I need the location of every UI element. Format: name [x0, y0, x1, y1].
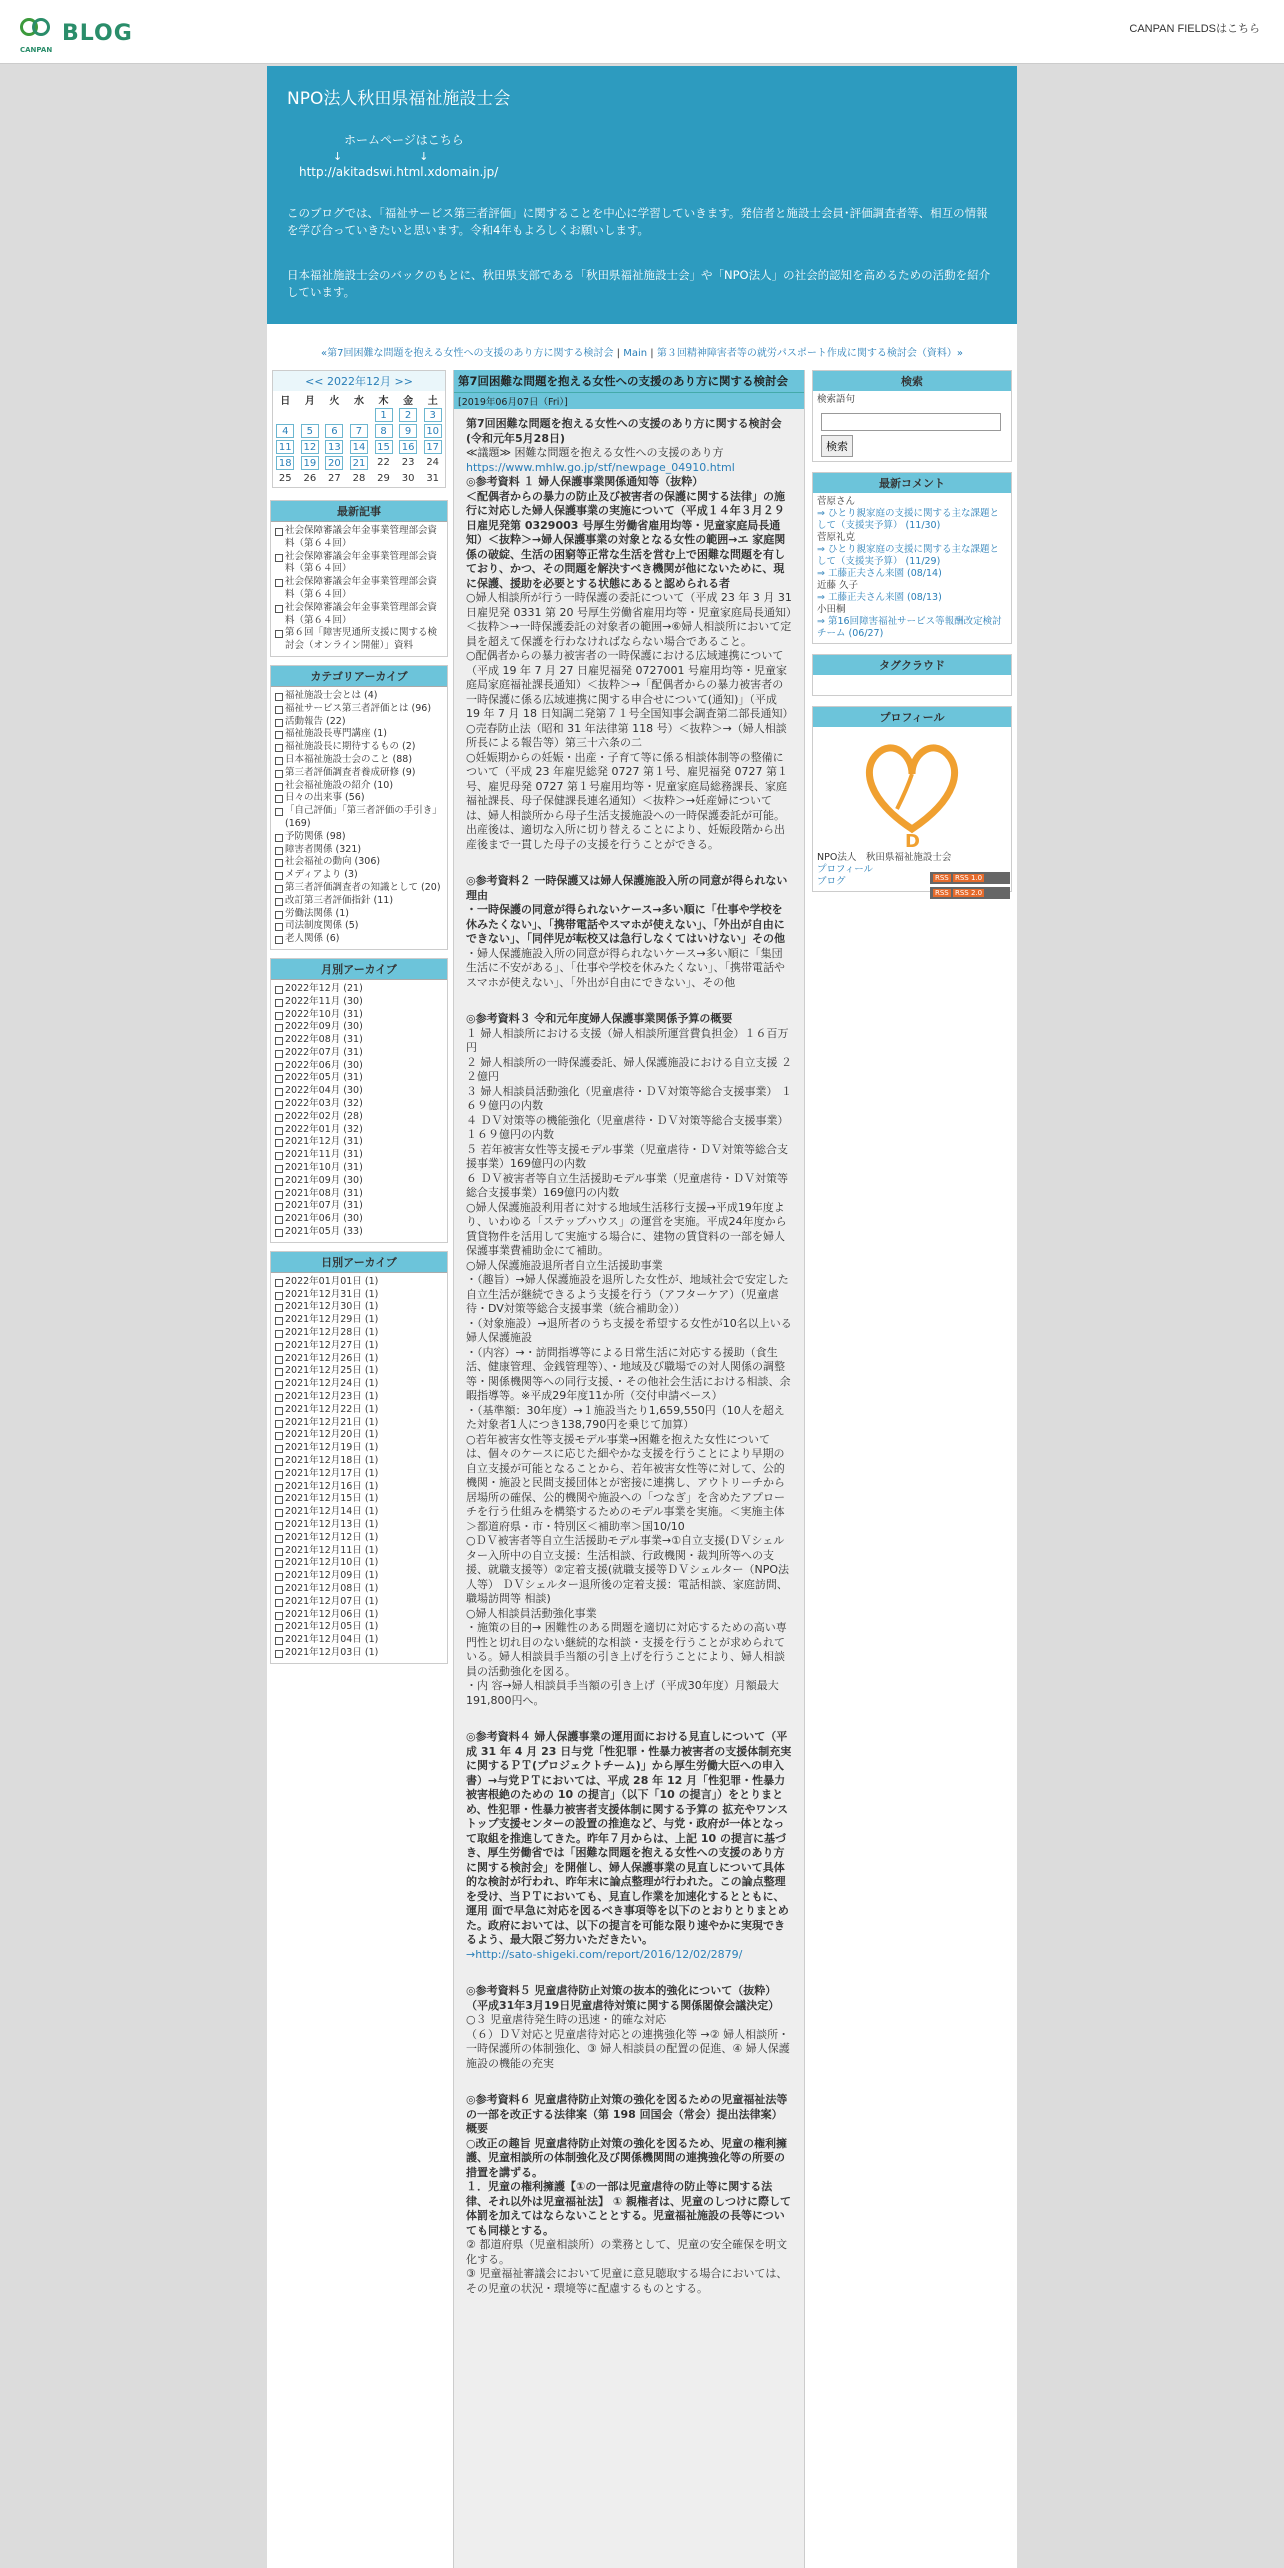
calendar-day — [298, 471, 323, 487]
weekday-label: 金 — [403, 395, 414, 407]
svg-text:D: D — [905, 831, 920, 849]
category-link[interactable]: 福祉施設長専門講座 (1) — [275, 728, 443, 741]
entry-paragraph: ○婦人保護施設退所者自立生活援助事業 — [466, 1258, 663, 1272]
search-label: 検索語句 — [817, 394, 856, 405]
calendar-day — [298, 455, 323, 471]
entry-paragraph: １．児童の権利擁護【①の一部は児童虐待の防止等に関する法律、それ以外は児童福祉法】 ① 親権者は、児童のしつけに際して体罰を加えてはならないこととする。児童福祉施設の長等についても同様とする。 — [466, 2180, 791, 2237]
month-link[interactable]: 2022年02月 (28) — [275, 1111, 443, 1124]
calendar-day — [273, 407, 298, 423]
entry-paragraph: ○ＤＶ被害者等自立生活援助モデル事業→①自立支援(ＤＶシェルター入所中の自立支援：生活相談、行政機関・裁判所等への支援、就職支援等）②定着支援(就職支援等ＤＶシェルター（NPO法人等） ＤＶシェルター退所後の定着支援：電話相談、家庭訪問、職場訪問等 相談) — [466, 1534, 790, 1605]
entry-paragraph: ○３ 児童虐待発生時の迅速・的確な対応 — [466, 2013, 667, 2026]
calendar-day-number[interactable]: 20 — [325, 456, 343, 470]
blog-header — [267, 66, 1017, 324]
category-link[interactable]: 社会福祉施設の紹介 (10) — [275, 780, 443, 793]
search-button[interactable]: 検索 — [821, 435, 853, 457]
day-link[interactable]: 2021年12月22日 (1) — [275, 1404, 443, 1417]
calendar-day — [347, 439, 372, 455]
category-link[interactable]: 第三者評価調査者の知識として (20) — [275, 882, 443, 895]
calendar-day-number: 25 — [278, 473, 292, 484]
month-link[interactable]: 2021年05月 (33) — [275, 1226, 443, 1239]
homepage-url[interactable]: http://akitadswi.html.xdomain.jp/ — [299, 165, 499, 179]
day-link[interactable]: 2021年12月10日 (1) — [275, 1557, 443, 1570]
day-link[interactable]: 2021年12月09日 (1) — [275, 1570, 443, 1583]
month-link[interactable]: 2022年08月 (31) — [275, 1034, 443, 1047]
main-entry — [453, 370, 805, 2568]
entry-paragraph: １ 婦人相談所における支援（婦人相談所運営費負担金）１６百万円 — [466, 1026, 789, 1054]
comment-list — [813, 493, 1011, 643]
entry-paragraph: ２ 婦人相談所の一時保護委託、婦人保護施設における自立支援 ２２億円 — [466, 1055, 792, 1083]
calendar-day-number[interactable]: 6 — [325, 424, 343, 438]
monthly-archive-title: 月別アーカイブ — [271, 959, 447, 980]
category-link[interactable]: 福祉サービス第三者評価とは (96) — [275, 703, 443, 716]
entry-paragraph: ◎参考資料３ 令和元年度婦人保護事業関係予算の概要 — [466, 1012, 733, 1025]
calendar-week — [273, 407, 445, 423]
comment-item[interactable]: 近藤 久子 — [817, 580, 859, 591]
entry-paragraph: ◎参考資料２ 一時保護又は婦人保護施設入所の同意が得られない理由 — [466, 874, 788, 902]
prev-entry-link[interactable]: «第7回困難な問題を抱える女性への支援のあり方に関する検討会 — [321, 348, 614, 359]
entry-paragraph: ５ 若年被害女性等支援モデル事業（児童虐待・ＤＶ対策等総合支援事業）169億円の内数 — [466, 1142, 788, 1170]
day-link[interactable]: 2021年12月17日 (1) — [275, 1468, 443, 1481]
search-title: 検索 — [813, 371, 1011, 391]
day-link[interactable]: 2021年12月24日 (1) — [275, 1378, 443, 1391]
weekday-label: 月 — [304, 395, 315, 407]
day-link[interactable]: 2021年12月29日 (1) — [275, 1314, 443, 1327]
entry-paragraph: ４ ＤＶ対策等の機能強化（児童虐待・ＤＶ対策等総合支援事業） １６９億円の内数 — [466, 1113, 789, 1141]
calendar-day — [420, 423, 445, 439]
category-link[interactable]: 「自己評価」「第三者評価の手引き」 (169) — [275, 805, 443, 831]
canpan-fields-link[interactable]: CANPAN FIELDSはこちら — [1129, 23, 1260, 35]
day-link[interactable]: 2021年12月13日 (1) — [275, 1519, 443, 1532]
entry-paragraph: ○妊娠期からの妊娠・出産・子育て等に係る相談体制等の整備について（平成 23 年雇児総発 0727 第１号、雇児福発 0727 第１号、雇児母発 0727 第１号雇用均等・児童家庭局総務課長、家庭福祉課長、母子保健課長連名通知）＜抜粋＞→妊産婦については、婦人相談所から母子生活支援施設への一時保護委託が可能。出産後は、適切な入所に切り替えることにより、妊娠段階から出産後まで一貫した母子の支援を行うことができる。 — [466, 750, 788, 851]
month-link[interactable]: 2021年06月 (30) — [275, 1213, 443, 1226]
day-link[interactable]: 2021年12月18日 (1) — [275, 1455, 443, 1468]
entry-paragraph: ≪議題≫ 困難な問題を抱える女性への支援のあり方 — [466, 446, 724, 459]
entry-paragraph: ◎参考資料４ 婦人保護事業の運用面における見直しについて（平成 31 年 4 月 23 日与党「性犯罪・性暴力被害者の支援体制充実に関するＰＴ(プロジェクトチーム)」から厚生労働大臣への申入書）→与党ＰＴにおいては、平成 28 年 12 月「性犯罪・性暴力被害根絶のための 10 の提言」（以下「10 の提言」）をとりまとめ、性犯罪・性暴力被害者支援体制に関する予算の 拡充やワンストップ支援センターの設置の推進など、与党・政府が一体となって取組を推進してきた。昨年７月からは、上記 10 の提言に基づき、厚生労働省では「困難な問題を抱える女性への支援のあり方に関する検討会」を開催し、婦人保護事業の見直しについて具体的な検討が行われ、昨年末に論点整理が行われた。この論点整理を受け、当ＰＴにおいても、見直し作業を加速化するとともに、運用 面で早急に対応を図るべき事項等を以下のとおりとりまとめた。政府においては、以下の提言を可能な限り速やかに実現できるよう、最大限ご努力いただきたい。 — [466, 1730, 792, 1946]
calendar-day-number: 26 — [303, 473, 317, 484]
calendar-day — [347, 455, 372, 471]
weekday-label: 土 — [427, 395, 438, 407]
entry-paragraph: ○婦人相談所が行う一時保護の委託について（平成 23 年 3 月 31 日雇児発 0331 第 20 号厚生労働省雇用均等・児童家庭局長通知）＜抜粋＞→一時保護委託の対象者の範囲→⑥婦人相談所において定員を超えて保護を行わなければならない場合であること。 — [466, 591, 792, 648]
calendar-day — [396, 471, 421, 487]
entry-body — [454, 409, 804, 2304]
rss2-label: RSS 2.0 — [955, 889, 983, 897]
search-box — [812, 370, 1012, 462]
nav-separator: | — [613, 348, 624, 359]
entry-paragraph: ○若年被害女性等支援モデル事業→困難を抱えた女性については、個々のケースに応じた細やかな支援を行うことにより早期の自立支援が可能となることから、若年被害女性等に対して、公的機関・施設と民間支援団体とが密接に連携し、アウトリーチから居場所の確保、公的機関や施設への「つなぎ」を含めたアプローチを行う仕組みを構築するためのモデル事業を実施。＜実施主体＞都道府県・市・特別区＜補助率＞国10/10 — [466, 1432, 785, 1533]
calendar-day-number: 28 — [352, 473, 366, 484]
calendar-day — [322, 455, 347, 471]
logo-small-text: CANPAN — [20, 46, 53, 54]
category-link[interactable]: 老人関係 (6) — [275, 933, 443, 946]
recent-entry-link[interactable]: 社会保障審議会年金事業管理部会資料（第６４回） — [275, 576, 443, 602]
month-link[interactable]: 2022年07月 (31) — [275, 1047, 443, 1060]
calendar-day — [322, 439, 347, 455]
comment-item[interactable]: 小田桐 — [817, 604, 846, 615]
profile-logo-icon — [857, 729, 967, 849]
comment-item[interactable]: ⇒ ひとり親家庭の支援に関する主な課題として（支援実予算） (11/30) — [817, 508, 999, 531]
comment-item[interactable]: ⇒ 工藤正夫さん来園 (08/13) — [817, 592, 942, 603]
canpan-blog-logo[interactable] — [20, 16, 133, 54]
entry-paragraph: ③ 児童福祉審議会において児童に意見聴取する場合においては、その児童の状況・環境等に配慮するものとする。 — [466, 2267, 788, 2295]
profile-link[interactable]: プロフィール — [817, 864, 874, 875]
recent-comments-title: 最新コメント — [813, 473, 1011, 493]
calendar-day — [273, 471, 298, 487]
recent-entry-link[interactable]: 第６回「障害児通所支援に関する検討会（オンライン開催）」資料 — [275, 627, 443, 653]
entry-paragraph: ・内 容→婦人相談員手当額の引き上げ（平成30年度）月額最大 191,800円へ。 — [466, 1679, 779, 1707]
calendar-day — [347, 407, 372, 423]
profile-title: プロフィール — [813, 707, 1011, 727]
left-sidebar — [270, 500, 448, 1672]
weekday-label: 火 — [329, 395, 340, 407]
calendar-day — [273, 423, 298, 439]
calendar-day-number: 29 — [377, 473, 390, 484]
entry-link[interactable]: https://www.mhlw.go.jp/stf/newpage_04910.html — [466, 460, 735, 474]
calendar-day — [396, 455, 421, 471]
day-link[interactable]: 2022年01月01日 (1) — [275, 1276, 443, 1289]
month-link[interactable]: 2021年08月 (31) — [275, 1188, 443, 1201]
next-entry-link[interactable]: 第３回精神障害者等の就労パスポート作成に関する検討会（資料）» — [656, 348, 963, 359]
day-link[interactable]: 2021年12月26日 (1) — [275, 1353, 443, 1366]
month-link[interactable]: 2021年12月 (31) — [275, 1136, 443, 1149]
calendar-week — [273, 423, 445, 439]
calendar-day-number[interactable]: 7 — [350, 424, 368, 438]
monthly-list — [271, 980, 447, 1242]
blog-description: このブログでは、「福祉サービス第三者評価」に関することを中心に学習していきます。発信者と施設士会員･評価調査者等、相互の情報を学び合っていきたいと思います。令和4年もよろしくお願いします。 — [287, 206, 988, 237]
calendar-day — [396, 439, 421, 455]
day-link[interactable]: 2021年12月14日 (1) — [275, 1506, 443, 1519]
calendar-day — [298, 407, 323, 423]
category-link[interactable]: 予防関係 (98) — [275, 831, 443, 844]
profile-image — [813, 727, 1011, 849]
category-link[interactable]: 日本福祉施設士会のこと (88) — [275, 754, 443, 767]
month-link[interactable]: 2022年01月 (32) — [275, 1124, 443, 1137]
day-link[interactable]: 2021年12月05日 (1) — [275, 1621, 443, 1634]
day-link[interactable]: 2021年12月11日 (1) — [275, 1545, 443, 1558]
calendar-day — [420, 439, 445, 455]
blog-title[interactable]: NPO法人秋田県福祉施設士会 — [287, 89, 511, 109]
category-link[interactable]: 福祉施設長に期待するもの (2) — [275, 741, 443, 754]
day-link[interactable]: 2021年12月20日 (1) — [275, 1429, 443, 1442]
entry-link[interactable]: →http://sato-shigeki.com/report/2016/12/02/2879/ — [466, 1947, 743, 1961]
paragraph-gap — [466, 1962, 792, 1984]
day-link[interactable]: 2021年12月04日 (1) — [275, 1634, 443, 1647]
entry-paragraph: ○改正の趣旨 児童虐待防止対策の強化を図るため、児童の権利擁護、児童相談所の体制強化及び関係機関間の連携強化等の所要の措置を講ずる。 — [466, 2136, 787, 2179]
calendar-day-number[interactable]: 10 — [424, 424, 442, 438]
recent-entries-title: 最新記事 — [271, 501, 447, 522]
category-link[interactable]: 活動報告 (22) — [275, 716, 443, 729]
entry-title[interactable]: 第7回困難な問題を抱える女性への支援のあり方に関する検討会 — [454, 370, 804, 392]
month-link[interactable]: 2022年11月 (30) — [275, 996, 443, 1009]
category-link[interactable]: 改訂第三者評価指針 (11) — [275, 895, 443, 908]
daily-archive-title: 日別アーカイブ — [271, 1252, 447, 1273]
month-link[interactable]: 2021年10月 (31) — [275, 1162, 443, 1175]
calendar-day-number[interactable]: 19 — [301, 456, 319, 470]
category-link[interactable]: 司法制度関係 (5) — [275, 920, 443, 933]
comment-item[interactable]: ⇒ 第16回障害福祉サービス等報酬改定検討チーム (06/27) — [817, 616, 1002, 639]
homepage-label: ホームページはこちら — [344, 133, 464, 147]
calendar-day-number[interactable]: 15 — [375, 440, 393, 454]
category-link[interactable]: 第三者評価調査者養成研修 (9) — [275, 767, 443, 780]
entry-paragraph: ・（内容）→・訪問指導等による日常生活に対応する援助（食生活、健康管理、金銭管理等）、・地域及び職場での対人関係の調整等・関係機関等への同行支援、・その他社会生活における相談、余暇指導等。※平成29年度11か所（交付申請ベース） — [466, 1345, 791, 1402]
month-link[interactable]: 2022年12月 (21) — [275, 983, 443, 996]
entry-paragraph: ・（対象施設）→退所者のうち支援を希望する女性が10名以上いる婦人保護施設 — [466, 1316, 792, 1344]
category-list — [271, 687, 447, 949]
calendar-day-number: 22 — [377, 457, 390, 468]
calendar-day-number[interactable]: 1 — [375, 408, 393, 422]
comment-item[interactable]: 菅原礼克 — [817, 532, 856, 543]
calendar-day — [347, 471, 372, 487]
comment-item[interactable]: ⇒ ひとり親家庭の支援に関する主な課題として（支援実予算） (11/29) — [817, 544, 999, 567]
calendar-day — [347, 423, 372, 439]
rss2-badge[interactable]: RSS RSS 2.0 — [930, 887, 1010, 899]
comment-item[interactable]: ⇒ 工藤正夫さん来園 (08/14) — [817, 568, 942, 579]
entry-paragraph: ６ ＤＶ被害者等自立生活援助モデル事業（児童虐待・ＤＶ対策等総合支援事業）169億円の内数 — [466, 1171, 788, 1199]
comment-item[interactable]: 菅原さん — [817, 496, 856, 507]
day-link[interactable]: 2021年12月27日 (1) — [275, 1340, 443, 1353]
calendar-day-number[interactable]: 11 — [276, 440, 294, 454]
calendar-day-number[interactable]: 13 — [325, 440, 343, 454]
tag-cloud — [812, 654, 1012, 696]
tag-cloud-body — [813, 675, 1011, 695]
calendar-day — [420, 455, 445, 471]
day-link[interactable]: 2021年12月15日 (1) — [275, 1493, 443, 1506]
calendar-day — [371, 423, 396, 439]
day-link[interactable]: 2021年12月23日 (1) — [275, 1391, 443, 1404]
calendar-day-number: 31 — [426, 473, 440, 484]
calendar-day-number[interactable]: 17 — [424, 440, 442, 454]
day-link[interactable]: 2021年12月16日 (1) — [275, 1481, 443, 1494]
recent-comments — [812, 472, 1012, 644]
calendar-day — [371, 407, 396, 423]
category-link[interactable]: 福祉施設士会とは (4) — [275, 690, 443, 703]
calendar-week — [273, 471, 445, 487]
calendar-table — [273, 391, 445, 487]
calendar-day — [371, 455, 396, 471]
day-link[interactable]: 2021年12月31日 (1) — [275, 1289, 443, 1302]
entry-paragraph: ○配偶者からの暴力被害者の一時保護における広域連携について（平成 19 年 7 月 27 日雇児福発 0727001 号雇用均等・児童家庭局家庭福祉課長通知）＜抜粋＞→「配偶者からの暴力被害者の一時保護に係る広域連携に関する申合せについて(通知)」（平成 19 年 7 月 18 日知調二発第７１号全国知事会調査第二部長通知） — [466, 649, 794, 720]
category-link[interactable]: 障害者関係 (321) — [275, 844, 443, 857]
calendar-day-number[interactable]: 12 — [301, 440, 319, 454]
paragraph-gap — [466, 2071, 792, 2093]
calendar-day-number[interactable]: 18 — [276, 456, 294, 470]
rss1-badge[interactable]: RSS RSS 1.0 — [930, 872, 1010, 884]
day-link[interactable]: 2021年12月25日 (1) — [275, 1365, 443, 1378]
calendar — [272, 370, 446, 488]
calendar-day — [396, 423, 421, 439]
calendar-day-number[interactable]: 16 — [399, 440, 417, 454]
daily-archive — [270, 1251, 448, 1664]
calendar-day — [273, 455, 298, 471]
calendar-day-number: 23 — [401, 457, 415, 468]
day-link[interactable]: 2021年12月21日 (1) — [275, 1417, 443, 1430]
calendar-day — [322, 407, 347, 423]
calendar-day-number[interactable]: 5 — [301, 424, 319, 438]
calendar-day-number: 30 — [401, 473, 415, 484]
entry-paragraph: ・婦人保護施設入所の同意が得られないケース→多い順に「集団生活に不安がある」、「仕事や学校を休みたくない」、「携帯電話やスマホが使えない」、「外出が自由にできない」、その他 — [466, 946, 785, 989]
blog-description-2: 日本福祉施設士会のバックのもとに、秋田県支部である「秋田県福祉施設士会」や「NPO法人」の社会的認知を高めるための活動を紹介しています。 — [287, 268, 991, 299]
calendar-day-number[interactable]: 2 — [399, 408, 417, 422]
entry-paragraph: （６）ＤＶ対応と児童虐待対応との連携強化等 →② 婦人相談所・一時保護所の体制強化、③ 婦人相談員の配置の促進、④ 婦人保護施設の機能の充実 — [466, 2027, 790, 2070]
main-link[interactable]: Main — [623, 348, 648, 359]
category-archive-title: カテゴリアーカイブ — [271, 666, 447, 687]
right-sidebar — [812, 370, 1012, 902]
blog-link[interactable]: ブログ — [817, 876, 846, 887]
month-link[interactable]: 2022年06月 (30) — [275, 1060, 443, 1073]
monthly-archive — [270, 958, 448, 1243]
logo-text: BLOG — [62, 21, 133, 46]
calendar-day — [273, 439, 298, 455]
calendar-day-number[interactable]: 21 — [350, 456, 368, 470]
entry-paragraph: ◎参考資料 １ 婦人保護事業関係通知等（抜粋） — [466, 475, 704, 488]
entry-navigation — [267, 324, 1017, 371]
calendar-day-number: 24 — [426, 457, 440, 468]
calendar-day-number[interactable]: 9 — [399, 424, 417, 438]
weekday-label: 水 — [353, 395, 364, 407]
calendar-day — [420, 471, 445, 487]
category-archive — [270, 665, 448, 950]
entry-paragraph: ３ 婦人相談員活動強化（児童虐待・ＤＶ対策等総合支援事業） １６９億円の内数 — [466, 1084, 792, 1112]
day-link[interactable]: 2021年12月30日 (1) — [275, 1301, 443, 1314]
category-link[interactable]: 労働法関係 (1) — [275, 908, 443, 921]
weekday-label: 木 — [378, 395, 389, 407]
entry-paragraph: ・（趣旨）→婦人保護施設を退所した女性が、地域社会で安定した自立生活が継続できるよう支援を行う（アフターケア）（児童虐待・DV対策等総合支援事業（統合補助金）） — [466, 1273, 789, 1315]
profile-name: NPO法人 秋田県福祉施設士会 — [817, 852, 952, 863]
day-link[interactable]: 2021年12月03日 (1) — [275, 1647, 443, 1660]
daily-list — [271, 1273, 447, 1663]
calendar-day — [371, 439, 396, 455]
month-link[interactable]: 2022年09月 (30) — [275, 1021, 443, 1034]
calendar-day — [298, 423, 323, 439]
calendar-day — [371, 471, 396, 487]
month-link[interactable]: 2022年04月 (30) — [275, 1085, 443, 1098]
calendar-week — [273, 455, 445, 471]
calendar-day — [420, 407, 445, 423]
day-link[interactable]: 2021年12月19日 (1) — [275, 1442, 443, 1455]
tag-cloud-title: タグクラウド — [813, 655, 1011, 675]
entry-paragraph: ○売春防止法（昭和 31 年法律第 118 号）＜抜粋＞→（婦人相談所長による報告等）第三十六条の二 — [466, 721, 787, 749]
calendar-day — [322, 471, 347, 487]
profile-box — [812, 706, 1012, 892]
day-link[interactable]: 2021年12月12日 (1) — [275, 1532, 443, 1545]
recent-entry-link[interactable]: 社会保障審議会年金事業管理部会資料（第６４回） — [275, 551, 443, 577]
weekday-label: 日 — [280, 395, 291, 407]
recent-entry-link[interactable]: 社会保障審議会年金事業管理部会資料（第６４回） — [275, 525, 443, 551]
arrows-text: ↓ ↓ — [333, 150, 429, 163]
month-link[interactable]: 2022年05月 (31) — [275, 1072, 443, 1085]
calendar-day-number: 27 — [328, 473, 341, 484]
month-link[interactable]: 2021年11月 (31) — [275, 1149, 443, 1162]
calendar-title[interactable]: << 2022年12月 >> — [273, 371, 445, 391]
category-link[interactable]: 社会福祉の動向 (306) — [275, 856, 443, 869]
recent-list — [271, 522, 447, 656]
paragraph-gap — [466, 1708, 792, 1730]
entry-paragraph: ◎参考資料６ 児童虐待防止対策の強化を図るための児童福祉法等の一部を改正する法律案（第 198 回国会（常会）提出法律案）概要 — [466, 2093, 788, 2135]
month-link[interactable]: 2022年03月 (32) — [275, 1098, 443, 1111]
nav-separator: | — [647, 348, 657, 359]
canpan-logo-icon — [20, 16, 60, 46]
search-input[interactable] — [821, 413, 1001, 431]
calendar-day-number[interactable]: 14 — [350, 440, 368, 454]
entry-paragraph: ・施策の目的→ 困難性のある問題を適切に対応するための高い専門性と切れ目のない継続的な相談・支援を行うことが求められている。婦人相談員手当額の引き上げを行うことにより、婦人相談員の活動強化を図る。 — [466, 1621, 787, 1678]
calendar-day — [298, 439, 323, 455]
month-link[interactable]: 2021年09月 (30) — [275, 1175, 443, 1188]
recent-entry-link[interactable]: 社会保障審議会年金事業管理部会資料（第６４回） — [275, 602, 443, 628]
entry-paragraph: ◎参考資料５ 児童虐待防止対策の抜本的強化について（抜粋）（平成31年3月19日児童虐待対策に関する関係閣僚会議決定） — [466, 1984, 780, 2012]
entry-paragraph: 第7回困難な問題を抱える女性への支援のあり方に関する検討会(令和元年5月28日) — [466, 417, 782, 445]
rss1-label: RSS 1.0 — [955, 874, 983, 882]
entry-paragraph: ・一時保護の同意が得られないケース→多い順に「仕事や学校を休みたくない」、「携帯電話やスマホが使えない」、「外出が自由にできない」、「同伴児が転校又は急行しなくてはいけない」その他 — [466, 903, 785, 945]
calendar-day — [396, 407, 421, 423]
entry-date: [2019年06月07日（Fri）] — [454, 392, 804, 409]
entry-paragraph: ・（基準額：30年度）→１施設当たり1,659,550円（10人を超えた対象者1人につき138,790円を乗じて加算） — [466, 1403, 785, 1431]
day-link[interactable]: 2021年12月07日 (1) — [275, 1596, 443, 1609]
calendar-week — [273, 439, 445, 455]
rss-badges — [930, 872, 1010, 902]
day-link[interactable]: 2021年12月08日 (1) — [275, 1583, 443, 1596]
month-link[interactable]: 2022年10月 (31) — [275, 1009, 443, 1022]
month-link[interactable]: 2021年07月 (31) — [275, 1200, 443, 1213]
entry-paragraph: ② 都道府県（児童相談所）の業務として、児童の安全確保を明文化する。 — [466, 2238, 788, 2266]
calendar-day-number[interactable]: 4 — [276, 424, 294, 438]
calendar-day — [322, 423, 347, 439]
day-link[interactable]: 2021年12月28日 (1) — [275, 1327, 443, 1340]
top-bar — [0, 0, 1284, 64]
paragraph-gap — [466, 990, 792, 1012]
recent-entries — [270, 500, 448, 657]
entry-paragraph: ＜配偶者からの暴力の防止及び被害者の保護に関する法律」の施行に対応した婦人保護事業の実施について（平成１４年３月２９日雇児発第 0329003 号厚生労働省雇用均等・児童家庭局長通知）＜抜粋＞→婦人保護事業の対象となる女性の範囲→エ 家庭関係の破綻、生活の困窮等正常な生活を営む上で困難な問題を有しており、かつ、その問題を解決すべき機関が他にないために、現に保護、援助を必要とする状態にあると認められる者 — [466, 489, 786, 590]
calendar-day-number[interactable]: 8 — [375, 424, 393, 438]
day-link[interactable]: 2021年12月06日 (1) — [275, 1609, 443, 1622]
entry-paragraph: ○婦人保護施設利用者に対する地域生活移行支援→平成19年度より、いわゆる「ステップハウス」の運営を実施。平成24年度から賃貸物件を活用して実施する場合に、建物の賃貸料の一部を婦人保護事業費補助金にて補助。 — [466, 1200, 787, 1257]
calendar-day-number[interactable]: 3 — [424, 408, 442, 422]
category-link[interactable]: 日々の出来事 (56) — [275, 792, 443, 805]
paragraph-gap — [466, 852, 792, 874]
entry-paragraph: ○婦人相談員活動強化事業 — [466, 1606, 597, 1620]
category-link[interactable]: メディアより (3) — [275, 869, 443, 882]
